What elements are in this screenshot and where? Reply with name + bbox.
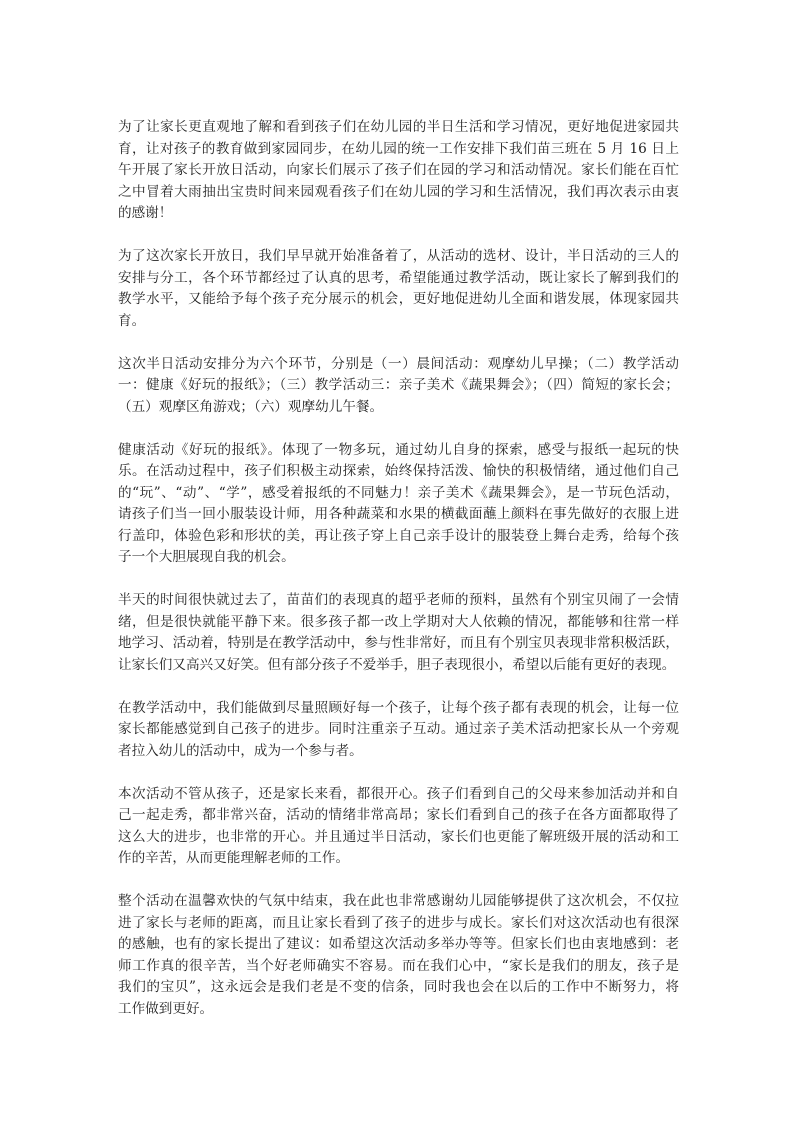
text-line: 者拉入幼儿的活动中，成为一个参与者。: [118, 742, 363, 759]
text-line: 让家长们又高兴又好笑。但有部分孩子不爱举手，胆子表现很小，希望以后能有更好的表现。: [118, 656, 676, 673]
paragraph: [118, 891, 679, 1020]
text-line: 绪，但是很快就能平静下来。很多孩子都一改上学期对大人依赖的情况，都能够和往常一样: [118, 613, 679, 630]
paragraph: [118, 784, 679, 870]
paragraph: [118, 246, 679, 332]
paragraph: [118, 354, 679, 419]
text-line: 进了家长与老师的距离，而且让家长看到了孩子的进步与成长。家长们对这次活动也有很深: [118, 914, 679, 931]
text-line: 的感触，也有的家长提出了建议：如希望这次活动多举办等等。但家长们也由衷地感到：老: [118, 936, 679, 952]
text-line: 为了让家长更直观地了解和看到孩子们在幼儿园的半日生活和学习情况，更好地促进家园共: [118, 119, 679, 135]
text-line: 健康活动《好玩的报纸》。体现了一物多玩，通过幼儿自身的探索，感受与报纸一起玩的快: [118, 441, 679, 458]
text-line: 育。: [118, 312, 146, 329]
text-line: 半天的时间很快就过去了，苗苗们的表现真的超乎老师的预料，虽然有个别宝贝闹了一会情: [118, 592, 679, 608]
text-line: 请孩子们当一回小服装设计师，用各种蔬菜和水果的横截面蘸上颜料在事先做好的衣服上进: [118, 506, 679, 522]
text-line: 教学水平，又能给予每个孩子充分展示的机会，更好地促进幼儿全面和谐发展，体现家园共: [118, 291, 679, 307]
paragraph: [118, 590, 679, 676]
text-line: 子一个大胆展现自我的机会。: [118, 549, 295, 565]
text-line: 育，让对孩子的教育做到家园同步，在幼儿园的统一工作安排下我们苗三班在 5 月 16 日上: [118, 140, 679, 157]
text-line: （五）观摩区角游戏；（六）观摩幼儿午餐。: [118, 398, 384, 415]
text-line: 我们的宝贝”，这永远会是我们老是不变的信条，同时我也会在以后的工作中不断努力，将: [118, 979, 679, 995]
text-line: 午开展了家长开放日活动，向家长们展示了孩子们在园的学习和活动情况。家长们能在百忙: [118, 162, 679, 178]
text-line: 乐。在活动过程中，孩子们积极主动探索，始终保持活泼、愉快的积极情绪，通过他们自己: [118, 463, 679, 479]
text-line: 工作做到更好。: [118, 1000, 214, 1017]
text-line: 的感谢！: [118, 205, 173, 221]
text-line: 本次活动不管从孩子，还是家长来看，都很开心。孩子们看到自己的父母来参加活动并和自: [118, 785, 679, 802]
text-line: 地学习、活动着，特别是在教学活动中，参与性非常好，而且有个别宝贝表现非常积极活跃，: [118, 635, 679, 651]
text-line: 家长都能感觉到自己孩子的进步。同时注重亲子互动。通过亲子美术活动把家长从一个旁观: [118, 721, 679, 737]
paragraph: [118, 698, 679, 763]
text-line: 作的辛苦，从而更能理解老师的工作。: [118, 850, 350, 866]
text-line: 行盖印，体验色彩和形状的美，再让孩子穿上自己亲手设计的服装登上舞台走秀，给每个孩: [118, 527, 679, 544]
text-line: 这次半日活动安排分为六个环节，分别是（一）晨间活动：观摩幼儿早操；（二）教学活动: [118, 355, 679, 372]
document-body: [118, 117, 679, 1042]
paragraph: [118, 440, 679, 569]
text-line: 一：健康《好玩的报纸》；（三）教学活动三：亲子美术《蔬果舞会》；（四）简短的家长会；: [118, 377, 679, 393]
text-line: 的“玩”、“动”、“学”，感受着报纸的不同魅力！亲子美术《蔬果舞会》，是一节玩色活动，: [118, 484, 679, 501]
text-line: 在教学活动中，我们能做到尽量照顾好每一个孩子，让每个孩子都有表现的机会，让每一位: [118, 699, 679, 716]
text-line: 之中冒着大雨抽出宝贵时间来园观看孩子们在幼儿园的学习和生活情况，我们再次表示由衷: [118, 183, 679, 200]
paragraph: [118, 117, 679, 225]
text-line: 为了这次家长开放日，我们早早就开始准备着了，从活动的选材、设计，半日活动的三人的: [118, 248, 679, 264]
text-line: 安排与分工，各个环节都经过了认真的思考，希望能通过教学活动，既让家长了解到我们的: [118, 269, 679, 286]
text-line: 己一起走秀，都非常兴奋，活动的情绪非常高昂；家长们看到自己的孩子在各方面都取得了: [118, 807, 679, 823]
text-line: 师工作真的很辛苦，当个好老师确实不容易。而在我们心中，“家长是我们的朋友，孩子是: [118, 957, 679, 974]
text-line: 整个活动在温馨欢快的气氛中结束，我在此也非常感谢幼儿园能够提供了这次机会，不仅拉: [118, 893, 679, 909]
text-line: 这么大的进步，也非常的开心。并且通过半日活动，家长们也更能了解班级开展的活动和工: [118, 828, 679, 845]
